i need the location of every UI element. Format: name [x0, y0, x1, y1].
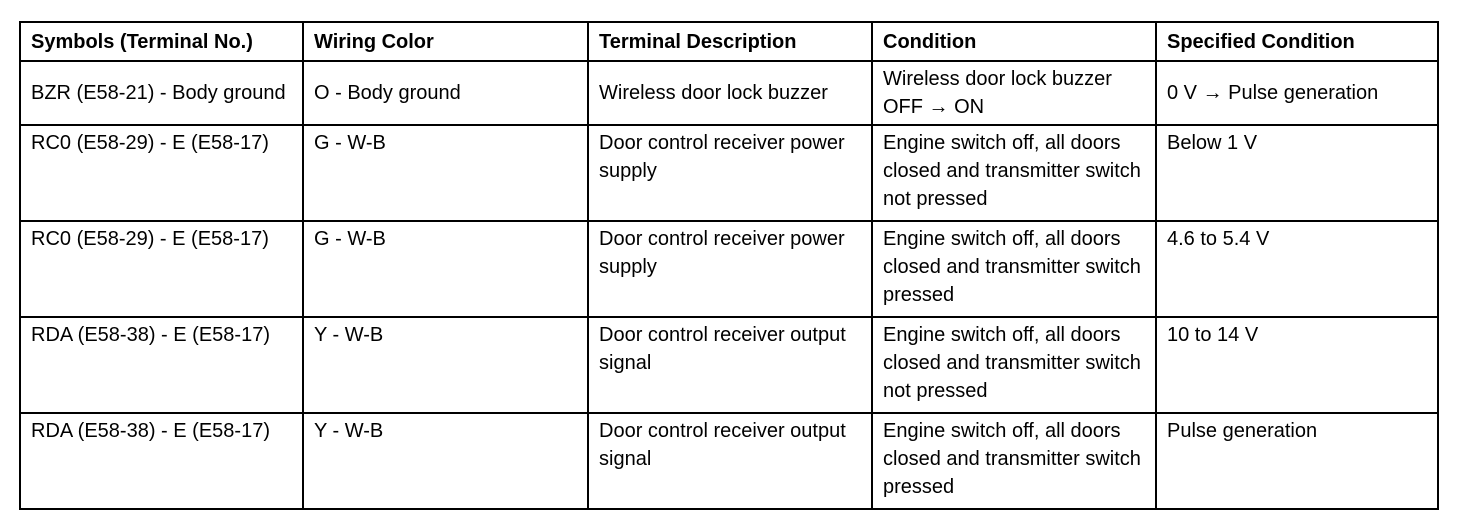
- table-row: [20, 61, 1438, 125]
- cell-symbols: RDA (E58-38) - E (E58-17): [20, 317, 303, 413]
- cell-specified-condition: 0 V → Pulse generation: [1156, 61, 1438, 125]
- table-header: [20, 22, 1438, 61]
- cell-condition: Engine switch off, all doors closed and transmitter switch pressed: [872, 221, 1156, 317]
- cell-terminal-description: Door control receiver power supply: [588, 221, 872, 317]
- cell-specified-condition: Below 1 V: [1156, 125, 1438, 221]
- cell-terminal-description: Wireless door lock buzzer: [588, 61, 872, 125]
- header-condition: Condition: [872, 22, 1156, 61]
- header-row: [20, 22, 1438, 61]
- cell-terminal-description: Door control receiver output signal: [588, 413, 872, 509]
- cell-terminal-description: Door control receiver power supply: [588, 125, 872, 221]
- header-terminal-description: Terminal Description: [588, 22, 872, 61]
- cell-symbols: RC0 (E58-29) - E (E58-17): [20, 221, 303, 317]
- cell-wiring-color: O - Body ground: [303, 61, 588, 125]
- cell-wiring-color: G - W-B: [303, 125, 588, 221]
- table-row: [20, 221, 1438, 317]
- cell-condition: Engine switch off, all doors closed and transmitter switch not pressed: [872, 317, 1156, 413]
- table-row: [20, 413, 1438, 509]
- header-symbols: Symbols (Terminal No.): [20, 22, 303, 61]
- cell-condition: Engine switch off, all doors closed and transmitter switch pressed: [872, 413, 1156, 509]
- cell-condition: Engine switch off, all doors closed and transmitter switch not pressed: [872, 125, 1156, 221]
- cell-symbols: RC0 (E58-29) - E (E58-17): [20, 125, 303, 221]
- cell-symbols: RDA (E58-38) - E (E58-17): [20, 413, 303, 509]
- header-wiring-color: Wiring Color: [303, 22, 588, 61]
- header-specified-condition: Specified Condition: [1156, 22, 1438, 61]
- cell-wiring-color: Y - W-B: [303, 413, 588, 509]
- table-body: [20, 61, 1438, 509]
- cell-specified-condition: 10 to 14 V: [1156, 317, 1438, 413]
- cell-specified-condition: Pulse generation: [1156, 413, 1438, 509]
- cell-symbols: BZR (E58-21) - Body ground: [20, 61, 303, 125]
- cell-specified-condition: 4.6 to 5.4 V: [1156, 221, 1438, 317]
- terminal-spec-table: [19, 21, 1439, 510]
- table-row: [20, 125, 1438, 221]
- cell-wiring-color: G - W-B: [303, 221, 588, 317]
- cell-wiring-color: Y - W-B: [303, 317, 588, 413]
- cell-terminal-description: Door control receiver output signal: [588, 317, 872, 413]
- cell-condition: Wireless door lock buzzer OFF → ON: [872, 61, 1156, 125]
- table-row: [20, 317, 1438, 413]
